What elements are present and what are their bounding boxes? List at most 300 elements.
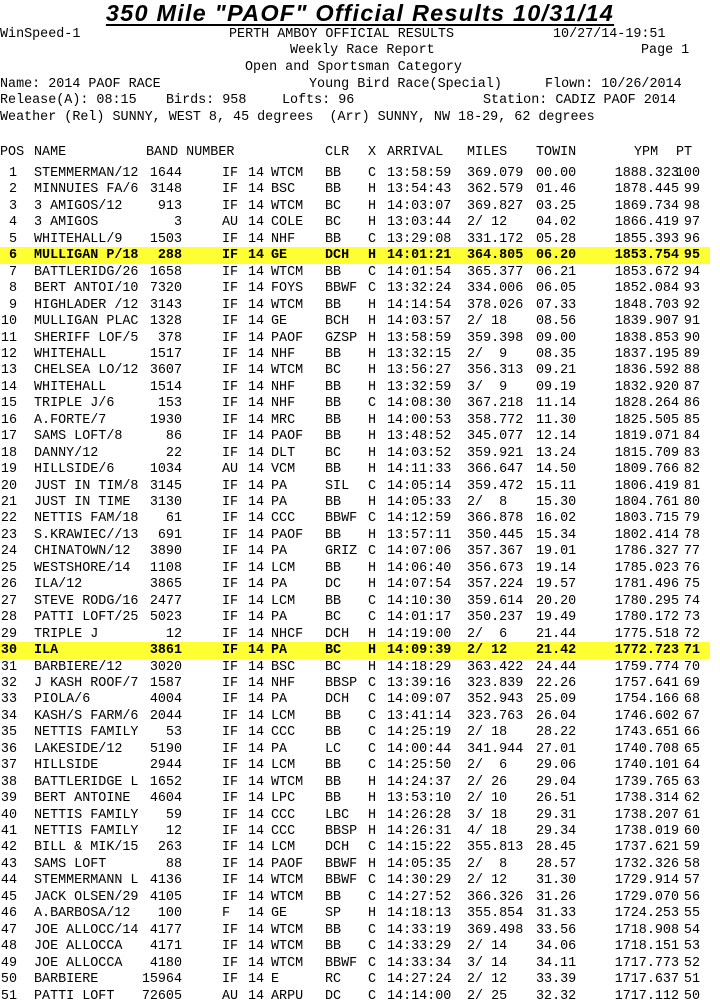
cell-arrival: 13:32:59 (387, 379, 452, 395)
cell-arrival: 13:58:59 (387, 330, 452, 346)
cell-miles: 359.472 (467, 478, 524, 494)
cell-band: 1108 (149, 560, 182, 576)
cell-arrival: 14:11:33 (387, 462, 452, 478)
cell-pt: 80 (683, 495, 700, 510)
cell-miles: 2/ 6 (467, 626, 508, 642)
table-row (0, 922, 710, 939)
cell-band: 3148 (149, 182, 182, 198)
cell-band: 5190 (149, 741, 182, 757)
table-row (0, 543, 710, 560)
cell-pt: 55 (683, 906, 700, 922)
cell-clr: BB (325, 593, 342, 609)
cell-yr: 14 (248, 363, 265, 379)
cell-band: 1517 (149, 346, 182, 362)
cell-pre: IF (222, 824, 239, 839)
cell-x: H (368, 182, 377, 198)
cell-pre: IF (222, 166, 239, 181)
cell-arrival: 14:18:13 (387, 906, 452, 922)
cell-pre: IF (222, 330, 239, 346)
cell-ypm: 1781.496 (614, 577, 679, 593)
cell-name: TRIPLE J (34, 626, 99, 642)
cell-clr: BB (325, 346, 342, 362)
cell-club: CCC (271, 807, 296, 823)
cell-club: DLT (271, 445, 296, 461)
table-row (0, 461, 710, 478)
cell-clr: BB (325, 396, 342, 412)
cell-yr: 14 (248, 659, 265, 675)
cell-ypm: 1888.323 (614, 166, 679, 181)
cell-band: 288 (157, 248, 182, 264)
cell-pre: IF (222, 643, 239, 659)
printed-timestamp: 10/27/14-19:51 (553, 27, 666, 42)
cell-pt: 100 (675, 166, 700, 181)
cell-arrival: 14:09:39 (387, 643, 452, 659)
cell-band: 3607 (149, 363, 182, 379)
cell-x: C (368, 741, 377, 757)
cell-x: H (368, 495, 377, 510)
cell-name: BARBIERE (34, 972, 99, 988)
cell-ypm: 1738.207 (614, 807, 679, 823)
table-row (0, 971, 710, 988)
cell-ypm: 1757.641 (614, 675, 679, 691)
cell-ypm: 1815.709 (614, 445, 679, 461)
cell-arrival: 13:39:16 (387, 675, 452, 691)
cell-band: 3861 (149, 643, 182, 659)
cell-yr: 14 (248, 544, 265, 560)
cell-pre: IF (222, 495, 239, 510)
cell-x: H (368, 577, 377, 593)
cell-miles: 3/ 9 (467, 379, 508, 395)
cell-pt: 75 (683, 577, 700, 593)
cell-band: 1503 (149, 231, 182, 247)
cell-arrival: 14:01:17 (387, 610, 452, 626)
cell-x: H (368, 791, 377, 807)
cell-x: C (368, 955, 377, 971)
cell-yr: 14 (248, 330, 265, 346)
table-row (0, 181, 710, 198)
cell-club: MRC (271, 412, 296, 428)
cell-miles: 2/ 12 (467, 972, 508, 988)
table-row (0, 856, 710, 873)
cell-pos: 44 (0, 873, 17, 889)
cell-pos: 34 (0, 708, 17, 724)
cell-pt: 84 (683, 429, 700, 445)
loft-count: Lofts: 96 (282, 93, 355, 108)
cell-towin: 12.14 (536, 429, 577, 445)
category-title: Open and Sportsman Category (245, 60, 462, 75)
cell-name: J KASH ROOF/7 (34, 675, 139, 691)
cell-towin: 09.19 (536, 379, 577, 395)
cell-pre: IF (222, 758, 239, 774)
cell-clr: RC (325, 972, 342, 988)
cell-clr: BB (325, 725, 342, 741)
cell-name: JUST IN TIME (34, 495, 131, 510)
cell-name: STEMMERMANN L (34, 873, 139, 889)
cell-yr: 14 (248, 824, 265, 839)
cell-pos: 50 (0, 972, 17, 988)
cell-yr: 14 (248, 692, 265, 708)
cell-miles: 323.763 (467, 708, 524, 724)
cell-clr: BBWF (325, 511, 358, 527)
cell-ypm: 1740.708 (614, 741, 679, 757)
cell-clr: BC (325, 198, 342, 214)
cell-pre: IF (222, 972, 239, 988)
cell-band: 263 (157, 840, 182, 856)
cell-band: 61 (165, 511, 182, 527)
cell-yr: 14 (248, 527, 265, 543)
cell-pre: IF (222, 511, 239, 527)
cell-pre: IF (222, 873, 239, 889)
cell-miles: 355.854 (467, 906, 524, 922)
cell-miles: 2/ 12 (467, 215, 508, 231)
cell-towin: 31.33 (536, 906, 577, 922)
cell-clr: BB (325, 495, 342, 510)
cell-name: TRIPLE J/6 (34, 396, 115, 412)
cell-ypm: 1724.253 (614, 906, 679, 922)
table-row (0, 905, 710, 922)
report-title: Weekly Race Report (290, 43, 435, 58)
cell-club: NHF (271, 379, 296, 395)
cell-pre: IF (222, 692, 239, 708)
meta-line-2 (0, 43, 720, 59)
cell-name: JACK OLSEN/29 (34, 889, 139, 905)
cell-name: BERT ANTOINE (34, 791, 131, 807)
cell-yr: 14 (248, 889, 265, 905)
cell-x: H (368, 198, 377, 214)
cell-towin: 19.01 (536, 544, 577, 560)
table-row (0, 264, 710, 281)
cell-name: BARBIERE/12 (34, 659, 123, 675)
cell-ypm: 1780.295 (614, 593, 679, 609)
table-row (0, 527, 710, 544)
cell-pt: 62 (683, 791, 700, 807)
cell-x: C (368, 889, 377, 905)
cell-miles: 364.805 (467, 248, 524, 264)
cell-arrival: 14:05:33 (387, 495, 452, 510)
table-row (0, 560, 710, 577)
cell-name: SAMS LOFT/8 (34, 429, 123, 445)
cell-name: ILA/12 (34, 577, 83, 593)
cell-band: 3 (173, 215, 182, 231)
cell-band: 22 (165, 445, 182, 461)
cell-towin: 07.33 (536, 297, 577, 313)
cell-clr: BB (325, 231, 342, 247)
cell-pt: 54 (683, 922, 700, 938)
cell-x: H (368, 643, 377, 659)
cell-x: H (368, 462, 377, 478)
cell-miles: 352.943 (467, 692, 524, 708)
cell-x: C (368, 231, 377, 247)
cell-band: 913 (157, 198, 182, 214)
cell-clr: BB (325, 922, 342, 938)
cell-pos: 5 (8, 231, 17, 247)
cell-miles: 350.445 (467, 527, 524, 543)
table-row (0, 412, 710, 429)
cell-clr: BB (325, 758, 342, 774)
cell-arrival: 13:32:15 (387, 346, 452, 362)
cell-clr: BC (325, 610, 342, 626)
cell-club: GE (271, 248, 288, 264)
cell-pos: 36 (0, 741, 17, 757)
cell-yr: 14 (248, 610, 265, 626)
cell-club: PAOF (271, 527, 304, 543)
cell-pre: IF (222, 297, 239, 313)
cell-band: 1658 (149, 264, 182, 280)
cell-pt: 76 (683, 560, 700, 576)
cell-club: LCM (271, 560, 296, 576)
cell-x: H (368, 445, 377, 461)
cell-club: GE (271, 906, 288, 922)
table-row (0, 741, 710, 758)
cell-clr: DCH (325, 248, 350, 264)
table-row (0, 626, 710, 643)
cell-yr: 14 (248, 462, 265, 478)
release-time: Release(A): 08:15 (0, 93, 137, 108)
table-row (0, 494, 710, 511)
cell-pt: 82 (683, 462, 700, 478)
cell-clr: BBWF (325, 873, 358, 889)
cell-towin: 14.50 (536, 462, 577, 478)
cell-pt: 50 (683, 988, 700, 1004)
cell-clr: BB (325, 379, 342, 395)
cell-pos: 45 (0, 889, 17, 905)
cell-clr: BBWF (325, 955, 358, 971)
cell-club: NHF (271, 231, 296, 247)
cell-pos: 16 (0, 412, 17, 428)
cell-club: PAOF (271, 856, 304, 872)
cell-clr: DC (325, 577, 342, 593)
cell-arrival: 14:30:29 (387, 873, 452, 889)
meta-line-5 (0, 93, 720, 109)
cell-pre: IF (222, 363, 239, 379)
cell-miles: 359.614 (467, 593, 524, 609)
cell-x: H (368, 626, 377, 642)
cell-pt: 69 (683, 675, 700, 691)
cell-name: NETTIS FAMILY (34, 824, 139, 839)
table-row (0, 659, 710, 676)
cell-pre: F (222, 906, 231, 922)
cell-ypm: 1878.445 (614, 182, 679, 198)
cell-pt: 63 (683, 774, 700, 790)
cell-clr: BC (325, 363, 342, 379)
cell-pre: IF (222, 889, 239, 905)
cell-yr: 14 (248, 429, 265, 445)
page-number: Page 1 (641, 43, 690, 58)
cell-clr: BC (325, 215, 342, 231)
table-row (0, 774, 710, 791)
cell-arrival: 13:41:14 (387, 708, 452, 724)
cell-yr: 14 (248, 577, 265, 593)
cell-name: DANNY/12 (34, 445, 99, 461)
cell-yr: 14 (248, 643, 265, 659)
cell-pt: 78 (683, 527, 700, 543)
cell-pre: AU (222, 988, 239, 1004)
table-row (0, 609, 710, 626)
cell-ypm: 1803.715 (614, 511, 679, 527)
cell-pre: IF (222, 445, 239, 461)
flown-date: Flown: 10/26/2014 (545, 77, 682, 92)
cell-clr: BB (325, 791, 342, 807)
cell-towin: 19.14 (536, 560, 577, 576)
cell-ypm: 1729.914 (614, 873, 679, 889)
cell-club: LCM (271, 840, 296, 856)
cell-arrival: 14:15:22 (387, 840, 452, 856)
cell-ypm: 1848.703 (614, 297, 679, 313)
cell-towin: 31.30 (536, 873, 577, 889)
cell-clr: LC (325, 741, 342, 757)
cell-arrival: 14:06:40 (387, 560, 452, 576)
cell-name: BERT ANTOI/10 (34, 281, 139, 297)
cell-ypm: 1832.920 (614, 379, 679, 395)
cell-arrival: 14:25:50 (387, 758, 452, 774)
cell-arrival: 14:08:30 (387, 396, 452, 412)
cell-name: JOE ALLOCCA (34, 955, 123, 971)
cell-towin: 25.09 (536, 692, 577, 708)
cell-miles: 357.367 (467, 544, 524, 560)
table-row (0, 428, 710, 445)
cell-x: H (368, 297, 377, 313)
cell-pos: 37 (0, 758, 17, 774)
cell-clr: DCH (325, 692, 350, 708)
cell-x: C (368, 725, 377, 741)
cell-pre: IF (222, 725, 239, 741)
cell-ypm: 1717.773 (614, 955, 679, 971)
cell-band: 53 (165, 725, 182, 741)
cell-miles: 378.026 (467, 297, 524, 313)
cell-miles: 366.647 (467, 462, 524, 478)
cell-pos: 27 (0, 593, 17, 609)
cell-name: MINNUIES FA/6 (34, 182, 139, 198)
cell-miles: 2/ 8 (467, 856, 508, 872)
cell-pre: IF (222, 577, 239, 593)
cell-pos: 29 (0, 626, 17, 642)
cell-club: NHF (271, 346, 296, 362)
cell-arrival: 14:03:57 (387, 314, 452, 330)
cell-clr: LBC (325, 807, 350, 823)
cell-arrival: 14:33:34 (387, 955, 452, 971)
cell-clr: BB (325, 889, 342, 905)
cell-band: 1034 (149, 462, 182, 478)
cell-band: 691 (157, 527, 182, 543)
cell-pre: IF (222, 741, 239, 757)
cell-towin: 05.28 (536, 231, 577, 247)
table-row (0, 839, 710, 856)
station-name: Station: CADIZ PAOF 2014 (483, 93, 676, 108)
cell-yr: 14 (248, 955, 265, 971)
cell-clr: BB (325, 462, 342, 478)
cell-towin: 21.42 (536, 643, 577, 659)
cell-miles: 2/ 9 (467, 346, 508, 362)
cell-pos: 13 (0, 363, 17, 379)
cell-pre: IF (222, 379, 239, 395)
cell-pt: 85 (683, 412, 700, 428)
cell-pos: 8 (8, 281, 17, 297)
cell-miles: 363.422 (467, 659, 524, 675)
cell-x: H (368, 346, 377, 362)
table-row (0, 790, 710, 807)
col-name: NAME (34, 145, 67, 160)
cell-band: 4105 (149, 889, 182, 905)
cell-towin: 26.51 (536, 791, 577, 807)
cell-towin: 33.39 (536, 972, 577, 988)
cell-club: PA (271, 610, 288, 626)
cell-pos: 17 (0, 429, 17, 445)
table-row (0, 675, 710, 692)
cell-pos: 18 (0, 445, 17, 461)
cell-pos: 11 (0, 330, 17, 346)
cell-clr: DCH (325, 626, 350, 642)
cell-pt: 64 (683, 758, 700, 774)
cell-x: H (368, 906, 377, 922)
cell-pos: 24 (0, 544, 17, 560)
cell-clr: BBWF (325, 856, 358, 872)
cell-band: 100 (157, 906, 182, 922)
cell-pos: 20 (0, 478, 17, 494)
cell-arrival: 13:58:59 (387, 166, 452, 181)
cell-band: 7320 (149, 281, 182, 297)
cell-pt: 71 (683, 643, 700, 659)
cell-ypm: 1819.071 (614, 429, 679, 445)
cell-club: PA (271, 478, 288, 494)
cell-pre: AU (222, 215, 239, 231)
org-name: PERTH AMBOY OFFICIAL RESULTS (229, 27, 454, 42)
cell-miles: 323.839 (467, 675, 524, 691)
cell-club: LPC (271, 791, 296, 807)
cell-x: C (368, 511, 377, 527)
cell-miles: 355.813 (467, 840, 524, 856)
cell-club: WTCM (271, 774, 304, 790)
cell-pt: 88 (683, 363, 700, 379)
cell-pt: 68 (683, 692, 700, 708)
cell-clr: BB (325, 560, 342, 576)
cell-yr: 14 (248, 741, 265, 757)
cell-ypm: 1717.112 (614, 988, 679, 1004)
cell-club: WTCM (271, 889, 304, 905)
cell-yr: 14 (248, 626, 265, 642)
cell-pos: 51 (0, 988, 17, 1004)
cell-pos: 43 (0, 856, 17, 872)
table-row (0, 576, 710, 593)
col-pos: POS (0, 145, 25, 160)
race-name: Name: 2014 PAOF RACE (0, 77, 161, 92)
cell-miles: 341.944 (467, 741, 524, 757)
cell-name: SHERIFF LOF/5 (34, 330, 139, 346)
cell-pt: 56 (683, 889, 700, 905)
cell-ypm: 1839.907 (614, 314, 679, 330)
cell-ypm: 1718.908 (614, 922, 679, 938)
cell-x: C (368, 166, 377, 181)
cell-pre: IF (222, 922, 239, 938)
cell-x: H (368, 774, 377, 790)
cell-miles: 3/ 14 (467, 955, 508, 971)
col-clr: CLR (325, 145, 350, 160)
table-row (0, 395, 710, 412)
cell-pre: IF (222, 346, 239, 362)
cell-name: PATTI LOFT (34, 988, 115, 1004)
cell-x: H (368, 527, 377, 543)
cell-x: H (368, 314, 377, 330)
cell-miles: 345.077 (467, 429, 524, 445)
cell-pt: 81 (683, 478, 700, 494)
cell-yr: 14 (248, 314, 265, 330)
cell-club: BSC (271, 659, 296, 675)
table-row (0, 510, 710, 527)
cell-pt: 65 (683, 741, 700, 757)
cell-club: E (271, 972, 280, 988)
cell-name: BATTLERIDG/26 (34, 264, 139, 280)
cell-name: JOE ALLOCC/14 (34, 922, 139, 938)
cell-club: WTCM (271, 264, 304, 280)
